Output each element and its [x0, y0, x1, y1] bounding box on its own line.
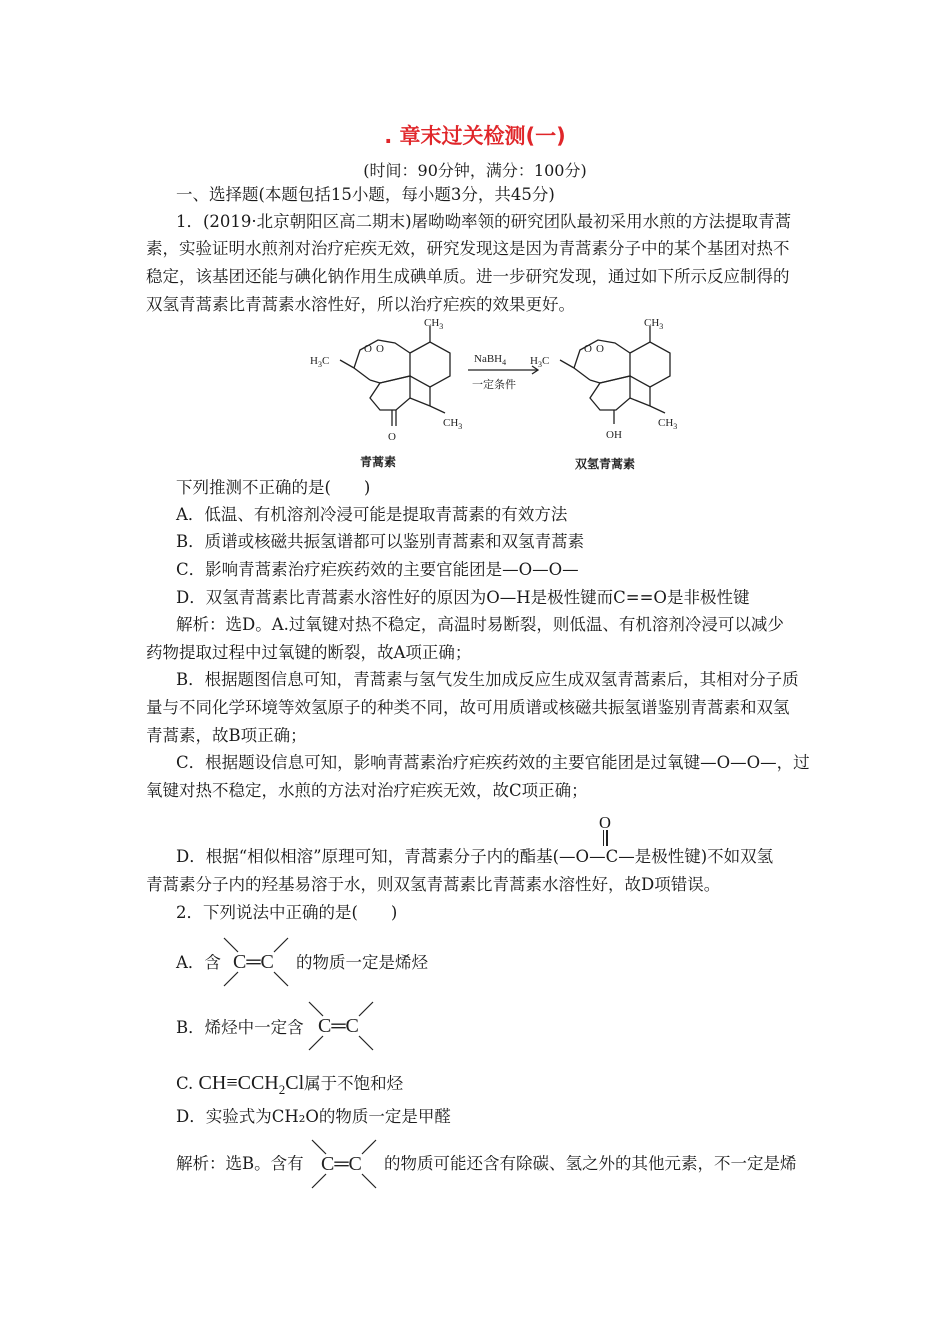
cc-label: C═C: [233, 951, 274, 973]
page-title: . 章末过关检测(一): [384, 124, 566, 148]
q1-option-d: D．双氢青蒿素比青蒿素水溶性好的原因为O—H是极性键而C==O是非极性键: [176, 588, 750, 607]
ester-chain: —O—C—: [559, 847, 635, 866]
right-compound-name: 双氢青蒿素: [575, 457, 636, 471]
ring-left-cyclohexane: [410, 342, 450, 387]
q1-analysis-line: B．根据题图信息可知，青蒿素与氢气发生加成反应生成双氢青蒿素后，其相对分子质: [176, 670, 799, 689]
left-peroxide-o: O: [364, 343, 372, 355]
q2-option-c: [176, 1072, 836, 1101]
page-subtitle: (时间：90分钟，满分：100分): [363, 161, 587, 180]
formula-sub: 2: [278, 1082, 286, 1097]
q1-stem-line: 双氢青蒿素比青蒿素水溶性好，所以治疗疟疾的效果更好。: [146, 295, 575, 314]
q2-option-c-post: 属于不饱和烃: [304, 1074, 404, 1093]
right-ch3-bottom: $CH_3$: [658, 417, 678, 431]
left-h3c: $H_3C$: [310, 355, 330, 369]
q1-option-a: A．低温、有机溶剂冷浸可能是提取青蒿素的有效方法: [176, 505, 568, 524]
q2-option-a-pre: A．含: [176, 953, 221, 972]
cc-label: C═C: [321, 1153, 362, 1175]
reagent-label: NaBH$_4$: [474, 353, 507, 367]
right-h3c: $H_3C$: [530, 355, 550, 369]
q2-analysis-post: 的物质可能还含有除碳、氢之外的其他元素，不一定是烯: [384, 1154, 797, 1173]
q2-option-b-pre: B．烯烃中一定含: [176, 1018, 304, 1037]
reaction-figure: [300, 318, 680, 478]
right-oh: OH: [606, 429, 622, 441]
analysis-d-post: 是极性键)不如双氢: [634, 847, 774, 866]
q2-analysis-pre: 解析：选B。含有: [176, 1154, 304, 1173]
q1-stem-line: 1．(2019·北京朝阳区高二期末)屠呦呦率领的研究团队最初采用水煎的方法提取青蒿: [176, 212, 792, 231]
q1-analysis-d-line2: 青蒿素分子内的羟基易溶于水，则双氢青蒿素比青蒿素水溶性好，故D项错误。: [146, 875, 721, 894]
left-ch3-top: $CH_3$: [424, 318, 444, 331]
q1-analysis-line: 药物提取过程中过氧键的断裂，故A项正确；: [146, 643, 472, 662]
ester-double-bond: [603, 830, 605, 846]
q1-stem-line: 稳定，该基团还能与碘化钠作用生成碘单质。进一步研究发现，通过如下所示反应制得的: [146, 267, 790, 286]
q1-analysis-d: [176, 813, 836, 868]
right-peroxide-o: O: [584, 343, 592, 355]
ester-carbonyl-o: O: [599, 813, 611, 832]
q2-question: 2．下列说法中正确的是( ): [176, 903, 398, 922]
q1-analysis-line: C．根据题设信息可知，影响青蒿素治疗疟疾药效的主要官能团是过氧键—O—O—，过: [176, 753, 810, 772]
formula-tail: Cl: [285, 1072, 305, 1094]
q1-analysis-line: 解析：选D。A.过氧键对热不稳定，高温时易断裂，则低温、有机溶剂冷浸可以减少: [176, 615, 784, 634]
q1-option-c: C．影响青蒿素治疗疟疾药效的主要官能团是—O—O—: [176, 560, 579, 579]
alkene-structure-analysis: [306, 1136, 382, 1192]
right-ch3-top: $CH_3$: [644, 318, 664, 331]
right-peroxide-o: O: [596, 343, 604, 355]
alkene-structure-a: [218, 934, 294, 990]
left-compound-name: 青蒿素: [360, 455, 397, 469]
q1-analysis-line: 青蒿素，故B项正确；: [146, 726, 307, 745]
q1-question: 下列推测不正确的是( ): [176, 478, 371, 497]
q2-option-a-post: 的物质一定是烯烃: [296, 953, 428, 972]
left-carbonyl-o: O: [388, 431, 396, 443]
q2-option-d: D．实验式为CH₂O的物质一定是甲醛: [176, 1107, 451, 1126]
left-ch3-bottom: $CH_3$: [443, 417, 463, 431]
left-peroxide-o: O: [376, 343, 384, 355]
cc-label: C═C: [318, 1015, 359, 1037]
formula-main: CH≡CCH: [198, 1072, 279, 1094]
q1-stem-line: 素，实验证明水煎剂对治疗疟疾无效，研究发现这是因为青蒿素分子中的某个基团对热不: [146, 239, 790, 258]
propargyl-chloride-formula: [198, 1072, 305, 1097]
q1-analysis-line: 氧键对热不稳定，水煎的方法对治疗疟疾无效，故C项正确；: [146, 781, 588, 800]
ring-right-cyclohexane: [630, 342, 670, 387]
alkene-structure-b: [303, 998, 379, 1054]
q2-option-c-pre: C.: [176, 1074, 194, 1093]
condition-label: 一定条件: [472, 379, 516, 391]
ester-group: [559, 813, 635, 868]
analysis-d-pre: D．根据“相似相溶”原理可知，青蒿素分子内的酯基(: [176, 847, 560, 866]
q1-option-b: B．质谱或核磁共振氢谱都可以鉴别青蒿素和双氢青蒿素: [176, 532, 585, 551]
q1-analysis-line: 量与不同化学环境等效氢原子的种类不同，故可用质谱或核磁共振氢谱鉴别青蒿素和双氢: [146, 698, 790, 717]
section-heading: 一、选择题(本题包括15小题，每小题3分，共45分): [176, 185, 555, 204]
